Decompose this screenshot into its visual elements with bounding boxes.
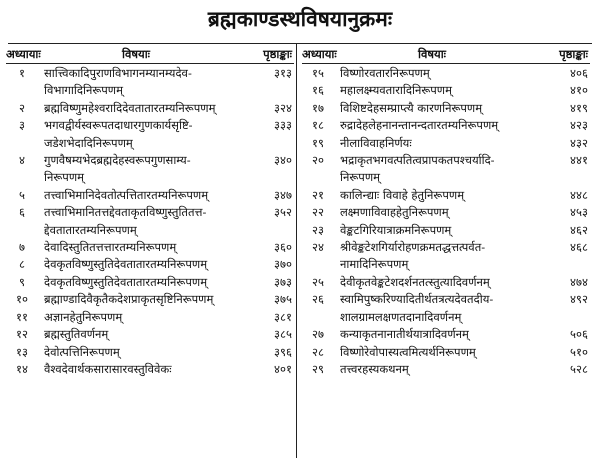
entry-page: ४६२ bbox=[570, 222, 588, 237]
entry-number: १४ bbox=[16, 361, 28, 376]
entry-subject-line: वेङ्कटगिरियात्राक्रमनिरूपणम् bbox=[340, 222, 452, 237]
toc-entry bbox=[302, 361, 590, 378]
entry-number: ४ bbox=[19, 153, 25, 168]
page-title: ब्रह्मकाण्डस्थविषयानुक्रमः bbox=[207, 7, 393, 31]
entry-subject bbox=[340, 82, 542, 99]
entry-number: ११ bbox=[16, 309, 28, 324]
toc-entry bbox=[6, 152, 294, 187]
entry-subject-line: नामादिनिरूपणम् bbox=[340, 257, 409, 272]
entry-number: २८ bbox=[312, 344, 324, 359]
entry-subject-line: देवकृतविष्णुस्तुतिदेवतातारतम्यनिरूपणम् bbox=[44, 257, 208, 272]
toc-entry bbox=[302, 82, 590, 99]
entry-subject-line: भगवद्वीर्यस्वरूपतदाधारगुणकार्यसृष्टि- bbox=[44, 118, 193, 133]
entry-number: ७ bbox=[19, 240, 25, 255]
entry-subject-line: देवादिस्तुतितत्तत्तारतम्यनिरूपणम् bbox=[44, 240, 177, 255]
entry-subject-line: स्वामिपुष्करिण्यादितीर्थतत्रत्यदेवतदीय- bbox=[340, 292, 494, 307]
column-header bbox=[302, 45, 590, 63]
header-number: अध्यायाः bbox=[302, 47, 337, 61]
toc-entry bbox=[6, 117, 294, 152]
toc-list-right bbox=[302, 65, 590, 378]
entry-subject-line: निरूपणम् bbox=[340, 170, 381, 185]
entry-subject-line: गुणवैषम्यभेदब्रह्मदेहस्वरूपगुणसाम्य- bbox=[44, 153, 191, 168]
entry-subject bbox=[340, 344, 542, 361]
header-number: अध्यायाः bbox=[6, 47, 41, 61]
toc-entry bbox=[6, 274, 294, 291]
toc-entry bbox=[302, 135, 590, 152]
entry-number: १६ bbox=[312, 83, 324, 98]
entry-subject bbox=[44, 274, 246, 291]
entry-subject bbox=[340, 326, 542, 343]
entry-subject-line: विष्णोरेवोपास्यत्वमित्यर्थनिरूपणम् bbox=[340, 344, 476, 359]
entry-number: ८ bbox=[19, 257, 25, 272]
entry-number: २१ bbox=[312, 187, 324, 202]
entry-subject-line: शालग्रामलक्षणतदानादिवर्णनम् bbox=[340, 309, 462, 324]
entry-number: १० bbox=[16, 292, 28, 307]
entry-page: ४१० bbox=[570, 83, 588, 98]
entry-subject bbox=[340, 187, 542, 204]
entry-page: ३६० bbox=[274, 240, 292, 255]
toc-entry bbox=[302, 152, 590, 187]
entry-page: ४०१ bbox=[274, 361, 292, 376]
entry-number: ६ bbox=[19, 205, 25, 220]
entry-subject bbox=[44, 344, 246, 361]
entry-subject-line: तत्त्वाभिमानिदेवतोत्पत्तितारतम्यनिरूपणम् bbox=[44, 187, 209, 202]
entry-number: २४ bbox=[312, 240, 324, 255]
entry-page: ४१९ bbox=[570, 100, 588, 115]
toc-entry bbox=[302, 239, 590, 274]
entry-subject bbox=[44, 239, 246, 256]
entry-page: ३२४ bbox=[274, 100, 292, 115]
entry-subject-line: रुद्रादेहलेहनानन्तानन्दतारतम्यनिरूपणम् bbox=[340, 118, 499, 133]
entry-subject-line: ब्रह्माण्डादिवैकृतैकदेशप्राकृतसृष्टिनिरूपणम् bbox=[44, 292, 214, 307]
entry-subject-line: नीलाविवाहनिर्णयः bbox=[340, 135, 412, 150]
entry-page: ३९६ bbox=[274, 344, 292, 359]
entry-page: ४४८ bbox=[570, 187, 588, 202]
entry-number: १८ bbox=[312, 118, 324, 133]
entry-subject-line: तत्त्वरहस्यकथनम् bbox=[340, 361, 409, 376]
toc-entry bbox=[302, 344, 590, 361]
toc-entry bbox=[6, 344, 294, 361]
entry-number: ५ bbox=[19, 187, 25, 202]
entry-subject bbox=[340, 135, 542, 152]
entry-subject bbox=[340, 117, 542, 134]
entry-number: १३ bbox=[16, 344, 28, 359]
entry-page: ४७४ bbox=[570, 274, 588, 289]
entry-subject bbox=[340, 152, 542, 187]
entry-subject-line: विशिष्टदेहसम्प्राप्त्यै कारणनिरूपणम् bbox=[340, 100, 483, 115]
toc-entry bbox=[302, 187, 590, 204]
entry-subject-line: वैश्वदेवार्थकसारासारवस्तुविवेकः bbox=[44, 361, 172, 376]
toc-entry bbox=[6, 361, 294, 378]
entry-number: २३ bbox=[312, 222, 324, 237]
toc-entry bbox=[302, 274, 590, 291]
entry-page: ४६८ bbox=[570, 240, 588, 255]
entry-subject bbox=[44, 187, 246, 204]
toc-entry bbox=[6, 309, 294, 326]
entry-page: ३४७ bbox=[274, 187, 292, 202]
entry-subject-line: द्देवतातारतम्यनिरूपणम् bbox=[44, 222, 137, 237]
entry-subject bbox=[44, 65, 246, 100]
entry-subject bbox=[340, 100, 542, 117]
entry-subject-line: निरूपणम् bbox=[44, 170, 85, 185]
toc-entry bbox=[302, 222, 590, 239]
entry-number: १ bbox=[19, 66, 25, 80]
entry-number: २ bbox=[19, 100, 25, 115]
header-page: पृष्ठाङ्काः bbox=[263, 47, 292, 61]
entry-subject bbox=[44, 152, 246, 187]
entry-page: ५१० bbox=[570, 344, 588, 359]
entry-page: ४०६ bbox=[570, 66, 588, 80]
toc-entry bbox=[302, 291, 590, 326]
toc-entry bbox=[6, 100, 294, 117]
entry-subject-line: ब्रह्मस्तुतिवर्णनम् bbox=[44, 327, 109, 342]
entry-number: २५ bbox=[312, 274, 324, 289]
column-header bbox=[6, 45, 294, 63]
entry-subject bbox=[44, 100, 246, 117]
entry-subject-line: जडेशभेदादिनिरूपणम् bbox=[44, 135, 133, 150]
entry-subject-line: भद्राकृतभगवत्पतित्वप्रापकतपश्चर्यादि- bbox=[340, 153, 495, 168]
column-divider bbox=[296, 44, 297, 458]
header-page: पृष्ठाङ्काः bbox=[559, 47, 588, 61]
entry-subject bbox=[340, 222, 542, 239]
entry-number: १९ bbox=[312, 135, 324, 150]
toc-entry bbox=[6, 291, 294, 308]
toc-list-left bbox=[6, 65, 294, 378]
header-rule bbox=[302, 63, 590, 64]
entry-subject bbox=[44, 291, 246, 308]
entry-subject bbox=[44, 361, 246, 378]
entry-subject-line: तत्त्वाभिमानितत्तद्देवताकृतविष्णुस्तुतितत्त- bbox=[44, 205, 207, 220]
entry-page: ४३२ bbox=[570, 135, 588, 150]
entry-subject bbox=[44, 117, 246, 152]
entry-subject bbox=[44, 309, 246, 326]
entry-subject-line: महालक्ष्म्यवतारादिनिरूपणम् bbox=[340, 83, 452, 98]
entry-number: ९ bbox=[19, 274, 25, 289]
entry-number: १५ bbox=[312, 66, 324, 80]
toc-entry bbox=[6, 65, 294, 100]
entry-page: ३७० bbox=[274, 257, 292, 272]
entry-page: ४४१ bbox=[570, 153, 588, 168]
entry-subject-line: सात्त्विकादिपुराणविभागनम्यानम्यदेव- bbox=[44, 66, 192, 80]
entry-subject-line: देवोत्पत्तिनिरूपणम् bbox=[44, 344, 120, 359]
entry-subject bbox=[44, 326, 246, 343]
entry-number: २७ bbox=[312, 327, 324, 342]
entry-number: १७ bbox=[312, 100, 324, 115]
entry-subject-line: विभागादिनिरूपणम् bbox=[44, 83, 123, 98]
toc-column-left bbox=[6, 45, 294, 378]
entry-page: ५२८ bbox=[570, 361, 588, 376]
toc-entry bbox=[6, 256, 294, 273]
entry-subject bbox=[340, 291, 542, 326]
entry-number: २२ bbox=[312, 205, 324, 220]
entry-page: ३१३ bbox=[274, 66, 292, 80]
toc-entry bbox=[302, 117, 590, 134]
top-rule bbox=[8, 43, 592, 44]
toc-entry bbox=[6, 326, 294, 343]
entry-subject-line: ब्रह्मविष्णुमहेश्वरादिदेवतातारतम्यनिरूपणम् bbox=[44, 100, 216, 115]
entry-subject-line: श्रीवेङ्कटेशगिर्यारोहणक्रमतद्धत्तत्पर्वत- bbox=[340, 240, 486, 255]
toc-entry bbox=[6, 239, 294, 256]
entry-page: ३३३ bbox=[274, 118, 292, 133]
entry-page: ४५३ bbox=[570, 205, 588, 220]
entry-subject-line: लक्ष्मणाविवाहहेतुनिरूपणम् bbox=[340, 205, 449, 220]
entry-page: ५०६ bbox=[570, 327, 588, 342]
entry-subject bbox=[340, 239, 542, 274]
entry-page: ४९२ bbox=[570, 292, 588, 307]
entry-subject bbox=[340, 274, 542, 291]
entry-subject bbox=[340, 65, 542, 82]
entry-subject-line: देवीकृतवेङ्कटेशदर्शनतत्स्तुत्यादिवर्णनम् bbox=[340, 274, 490, 289]
entry-page: ३८५ bbox=[274, 327, 292, 342]
toc-column-right bbox=[302, 45, 590, 378]
toc-entry bbox=[302, 326, 590, 343]
toc-entry bbox=[6, 204, 294, 239]
entry-number: २६ bbox=[312, 292, 324, 307]
entry-subject bbox=[44, 204, 246, 239]
entry-subject bbox=[340, 361, 542, 378]
entry-subject bbox=[340, 204, 542, 221]
entry-subject-line: अज्ञानहेतुनिरूपणम् bbox=[44, 309, 123, 324]
entry-subject-line: देवकृतविष्णुस्तुतिदेवतातारतम्यनिरूपणम् bbox=[44, 274, 208, 289]
toc-entry bbox=[302, 204, 590, 221]
entry-page: ३४० bbox=[274, 153, 292, 168]
toc-entry bbox=[302, 65, 590, 82]
header-subject: विषयाः bbox=[122, 47, 150, 61]
toc-entry bbox=[302, 100, 590, 117]
header-subject: विषयाः bbox=[418, 47, 446, 61]
entry-number: २९ bbox=[312, 361, 324, 376]
entry-number: १२ bbox=[16, 327, 28, 342]
entry-page: ३७५ bbox=[274, 292, 292, 307]
entry-subject-line: कालिन्द्याः विवाहे हेतुनिरूपणम् bbox=[340, 187, 465, 202]
header-rule bbox=[6, 63, 294, 64]
entry-page: ३७३ bbox=[274, 274, 292, 289]
entry-subject-line: कन्याकृतनानातीर्थयात्रादिवर्णनम् bbox=[340, 327, 469, 342]
entry-number: ३ bbox=[19, 118, 25, 133]
toc-entry bbox=[6, 187, 294, 204]
entry-number: २० bbox=[312, 153, 324, 168]
entry-page: ४२३ bbox=[570, 118, 588, 133]
entry-page: ३५२ bbox=[274, 205, 292, 220]
entry-subject-line: विष्णोरवतारनिरूपणम् bbox=[340, 66, 430, 80]
entry-subject bbox=[44, 256, 246, 273]
entry-page: ३८१ bbox=[274, 309, 292, 324]
